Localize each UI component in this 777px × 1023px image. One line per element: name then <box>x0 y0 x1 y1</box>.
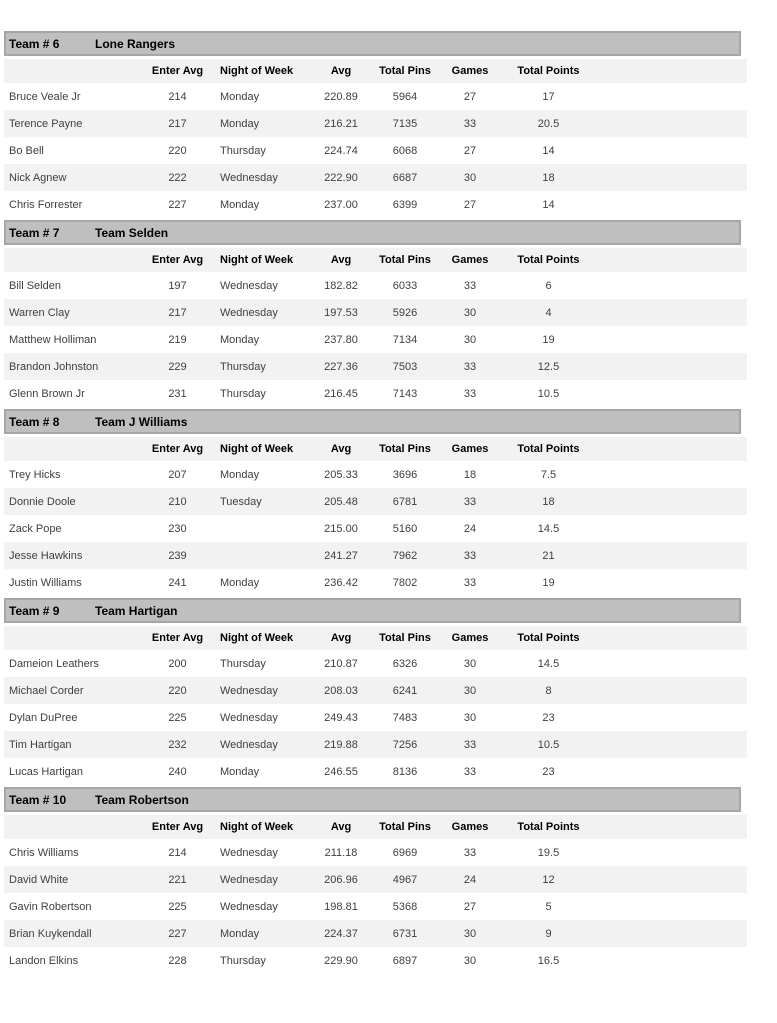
col-games: Games <box>451 821 489 833</box>
player-row <box>4 866 747 893</box>
player-total-pins: 6326 <box>392 657 418 670</box>
player-night: Wednesday <box>220 900 278 913</box>
player-total-pins: 6781 <box>392 495 418 508</box>
player-avg: 182.82 <box>324 279 358 292</box>
player-total-points: 16.5 <box>537 954 560 967</box>
player-games: 33 <box>463 117 477 130</box>
player-name: Bo Bell <box>9 144 44 157</box>
player-enter-avg: 214 <box>168 90 187 103</box>
player-row <box>4 542 747 569</box>
player-games: 30 <box>463 306 477 319</box>
player-name: Jesse Hawkins <box>9 549 83 562</box>
player-night: Thursday <box>220 954 266 967</box>
player-total-pins: 6068 <box>392 144 418 157</box>
team-section <box>4 409 777 596</box>
player-enter-avg: 220 <box>168 144 187 157</box>
player-row <box>4 326 747 353</box>
player-enter-avg: 225 <box>168 900 187 913</box>
player-games: 33 <box>463 495 477 508</box>
player-name: Bill Selden <box>9 279 61 292</box>
player-name: Landon Elkins <box>9 954 79 967</box>
player-games: 33 <box>463 846 477 859</box>
player-enter-avg: 230 <box>168 522 187 535</box>
player-total-pins: 7802 <box>392 576 418 589</box>
player-row <box>4 164 747 191</box>
player-avg: 236.42 <box>324 576 358 589</box>
player-total-pins: 5160 <box>392 522 418 535</box>
player-total-pins: 4967 <box>392 873 418 886</box>
player-total-pins: 6241 <box>392 684 418 697</box>
player-total-points: 19 <box>542 333 555 346</box>
player-total-pins: 3696 <box>392 468 418 481</box>
player-games: 33 <box>463 360 477 373</box>
player-total-points: 7.5 <box>540 468 557 481</box>
player-total-pins: 7483 <box>392 711 418 724</box>
player-total-pins: 7135 <box>392 117 418 130</box>
player-total-points: 6 <box>545 279 552 292</box>
player-avg: 205.33 <box>324 468 358 481</box>
player-total-pins: 7134 <box>392 333 418 346</box>
player-row <box>4 677 747 704</box>
player-enter-avg: 227 <box>168 927 187 940</box>
player-total-points: 18 <box>542 171 555 184</box>
team-name: Lone Rangers <box>95 36 176 51</box>
player-total-points: 9 <box>545 927 552 940</box>
player-total-pins: 5964 <box>392 90 418 103</box>
team-header-bar <box>4 787 741 812</box>
player-night: Monday <box>220 90 260 103</box>
player-enter-avg: 225 <box>168 711 187 724</box>
player-row <box>4 704 747 731</box>
player-row <box>4 110 747 137</box>
player-avg: 215.00 <box>324 522 358 535</box>
player-total-points: 4 <box>545 306 552 319</box>
player-name: Tim Hartigan <box>9 738 72 751</box>
player-enter-avg: 228 <box>168 954 187 967</box>
col-total-points: Total Points <box>517 254 580 266</box>
player-night: Wednesday <box>220 171 278 184</box>
player-enter-avg: 217 <box>168 306 187 319</box>
player-night: Wednesday <box>220 846 278 859</box>
team-name: Team Selden <box>95 225 169 240</box>
player-night: Monday <box>220 117 260 130</box>
column-header-row <box>4 59 747 83</box>
player-avg: 216.21 <box>324 117 358 130</box>
player-games: 33 <box>463 387 477 400</box>
player-avg: 249.43 <box>324 711 358 724</box>
player-avg: 224.37 <box>324 927 358 940</box>
player-name: Justin Williams <box>9 576 82 589</box>
player-row <box>4 83 747 110</box>
col-games: Games <box>451 443 489 455</box>
player-name: Nick Agnew <box>9 171 67 184</box>
player-enter-avg: 241 <box>168 576 187 589</box>
player-row <box>4 191 747 218</box>
player-night: Monday <box>220 198 260 211</box>
player-total-points: 19.5 <box>537 846 560 859</box>
player-avg: 237.80 <box>324 333 358 346</box>
player-games: 27 <box>463 900 477 913</box>
player-name: Lucas Hartigan <box>9 765 83 778</box>
player-row <box>4 839 747 866</box>
player-row <box>4 920 747 947</box>
team-number: Team # 7 <box>9 225 60 240</box>
player-avg: 246.55 <box>324 765 358 778</box>
player-enter-avg: 229 <box>168 360 187 373</box>
player-enter-avg: 227 <box>168 198 187 211</box>
player-enter-avg: 210 <box>168 495 187 508</box>
player-name: Matthew Holliman <box>9 333 97 346</box>
player-row <box>4 137 747 164</box>
player-name: Dylan DuPree <box>9 711 78 724</box>
player-night: Thursday <box>220 387 266 400</box>
col-total-pins: Total Pins <box>379 443 431 455</box>
player-total-points: 14.5 <box>537 522 560 535</box>
player-night: Monday <box>220 765 260 778</box>
player-night: Thursday <box>220 360 266 373</box>
col-total-points: Total Points <box>517 821 580 833</box>
player-row <box>4 353 747 380</box>
player-games: 33 <box>463 576 477 589</box>
player-games: 30 <box>463 684 477 697</box>
col-night-of-week: Night of Week <box>220 254 294 266</box>
player-total-pins: 6969 <box>392 846 418 859</box>
col-total-pins: Total Pins <box>379 254 431 266</box>
player-row <box>4 569 747 596</box>
col-total-pins: Total Pins <box>379 821 431 833</box>
player-total-pins: 7256 <box>392 738 418 751</box>
player-games: 27 <box>463 198 477 211</box>
player-night: Wednesday <box>220 738 278 751</box>
player-night: Monday <box>220 576 260 589</box>
player-games: 30 <box>463 927 477 940</box>
player-name: Trey Hicks <box>9 468 61 481</box>
col-games: Games <box>451 65 489 77</box>
player-row <box>4 461 747 488</box>
player-games: 30 <box>463 171 477 184</box>
player-total-pins: 7503 <box>392 360 418 373</box>
player-total-points: 18 <box>542 495 555 508</box>
player-enter-avg: 207 <box>168 468 187 481</box>
col-avg: Avg <box>330 443 352 455</box>
player-games: 24 <box>463 522 477 535</box>
player-avg: 219.88 <box>324 738 358 751</box>
player-games: 33 <box>463 765 477 778</box>
team-number: Team # 6 <box>9 36 60 51</box>
player-night: Thursday <box>220 657 266 670</box>
team-section <box>4 220 777 407</box>
player-total-pins: 6687 <box>392 171 418 184</box>
player-total-pins: 6731 <box>392 927 418 940</box>
col-enter-avg: Enter Avg <box>151 254 204 266</box>
team-header-bar <box>4 598 741 623</box>
player-enter-avg: 240 <box>168 765 187 778</box>
col-avg: Avg <box>330 254 352 266</box>
player-name: Warren Clay <box>9 306 70 319</box>
player-total-pins: 7143 <box>392 387 418 400</box>
player-row <box>4 299 747 326</box>
team-name: Team Robertson <box>95 792 189 807</box>
player-night: Thursday <box>220 144 266 157</box>
player-row <box>4 650 747 677</box>
player-total-pins: 5368 <box>392 900 418 913</box>
player-night: Monday <box>220 468 260 481</box>
player-avg: 241.27 <box>324 549 358 562</box>
player-enter-avg: 220 <box>168 684 187 697</box>
col-enter-avg: Enter Avg <box>151 821 204 833</box>
team-name: Team Hartigan <box>95 603 178 618</box>
player-total-points: 5 <box>545 900 552 913</box>
player-name: Bruce Veale Jr <box>9 90 81 103</box>
player-name: Glenn Brown Jr <box>9 387 85 400</box>
player-total-pins: 7962 <box>392 549 418 562</box>
player-total-points: 10.5 <box>537 387 560 400</box>
player-total-points: 19 <box>542 576 555 589</box>
player-games: 33 <box>463 279 477 292</box>
player-total-pins: 8136 <box>392 765 418 778</box>
player-total-pins: 6897 <box>392 954 418 967</box>
team-header-bar <box>4 31 741 56</box>
player-row <box>4 731 747 758</box>
player-games: 33 <box>463 738 477 751</box>
player-total-points: 23 <box>542 711 555 724</box>
col-night-of-week: Night of Week <box>220 65 294 77</box>
player-enter-avg: 232 <box>168 738 187 751</box>
team-section <box>4 598 777 785</box>
column-header-row <box>4 815 747 839</box>
player-name: Chris Williams <box>9 846 79 859</box>
player-row <box>4 893 747 920</box>
player-row <box>4 515 747 542</box>
player-avg: 229.90 <box>324 954 358 967</box>
player-night: Wednesday <box>220 711 278 724</box>
player-row <box>4 947 747 974</box>
team-name: Team J Williams <box>95 414 188 429</box>
player-avg: 216.45 <box>324 387 358 400</box>
col-total-pins: Total Pins <box>379 65 431 77</box>
player-avg: 222.90 <box>324 171 358 184</box>
player-night: Wednesday <box>220 279 278 292</box>
player-total-points: 14 <box>542 198 555 211</box>
player-row <box>4 488 747 515</box>
player-enter-avg: 221 <box>168 873 187 886</box>
column-header-row <box>4 437 747 461</box>
player-games: 30 <box>463 657 477 670</box>
player-avg: 208.03 <box>324 684 358 697</box>
player-enter-avg: 239 <box>168 549 187 562</box>
player-total-pins: 5926 <box>392 306 418 319</box>
col-avg: Avg <box>330 632 352 644</box>
player-name: Michael Corder <box>9 684 84 697</box>
team-number: Team # 8 <box>9 414 60 429</box>
player-night: Monday <box>220 927 260 940</box>
player-name: Dameion Leathers <box>9 657 99 670</box>
player-avg: 197.53 <box>324 306 358 319</box>
col-total-points: Total Points <box>517 443 580 455</box>
player-row <box>4 380 747 407</box>
player-enter-avg: 222 <box>168 171 187 184</box>
player-games: 27 <box>463 144 477 157</box>
player-games: 30 <box>463 954 477 967</box>
player-games: 24 <box>463 873 477 886</box>
player-enter-avg: 217 <box>168 117 187 130</box>
col-enter-avg: Enter Avg <box>151 632 204 644</box>
player-enter-avg: 231 <box>168 387 187 400</box>
player-avg: 210.87 <box>324 657 358 670</box>
player-name: Donnie Doole <box>9 495 76 508</box>
player-total-points: 12 <box>542 873 555 886</box>
player-games: 33 <box>463 549 477 562</box>
player-enter-avg: 214 <box>168 846 187 859</box>
column-header-row <box>4 248 747 272</box>
player-row <box>4 758 747 785</box>
player-total-pins: 6033 <box>392 279 418 292</box>
player-name: Terence Payne <box>9 117 83 130</box>
player-row <box>4 272 747 299</box>
player-total-points: 21 <box>542 549 555 562</box>
team-header-bar <box>4 220 741 245</box>
player-name: Brian Kuykendall <box>9 927 92 940</box>
player-night: Wednesday <box>220 684 278 697</box>
player-enter-avg: 219 <box>168 333 187 346</box>
player-total-points: 14.5 <box>537 657 560 670</box>
player-night: Wednesday <box>220 306 278 319</box>
col-total-points: Total Points <box>517 65 580 77</box>
player-name: Brandon Johnston <box>9 360 99 373</box>
player-avg: 205.48 <box>324 495 358 508</box>
player-avg: 206.96 <box>324 873 358 886</box>
player-name: Chris Forrester <box>9 198 83 211</box>
team-section <box>4 787 777 974</box>
player-total-points: 17 <box>542 90 555 103</box>
player-total-points: 10.5 <box>537 738 560 751</box>
player-night: Tuesday <box>220 495 262 508</box>
col-night-of-week: Night of Week <box>220 632 294 644</box>
player-games: 30 <box>463 333 477 346</box>
player-games: 30 <box>463 711 477 724</box>
team-number: Team # 9 <box>9 603 60 618</box>
team-number: Team # 10 <box>9 792 67 807</box>
player-avg: 224.74 <box>324 144 358 157</box>
player-avg: 237.00 <box>324 198 358 211</box>
player-name: Gavin Robertson <box>9 900 92 913</box>
player-avg: 211.18 <box>324 846 358 859</box>
col-games: Games <box>451 254 489 266</box>
player-name: David White <box>9 873 69 886</box>
player-name: Zack Pope <box>9 522 62 535</box>
player-avg: 227.36 <box>324 360 358 373</box>
column-header-row <box>4 626 747 650</box>
player-games: 27 <box>463 90 477 103</box>
player-total-points: 14 <box>542 144 555 157</box>
col-enter-avg: Enter Avg <box>151 65 204 77</box>
player-total-points: 20.5 <box>537 117 560 130</box>
player-games: 18 <box>463 468 477 481</box>
col-night-of-week: Night of Week <box>220 821 294 833</box>
player-enter-avg: 197 <box>168 279 187 292</box>
player-total-points: 12.5 <box>537 360 560 373</box>
col-total-points: Total Points <box>517 632 580 644</box>
team-header-bar <box>4 409 741 434</box>
col-enter-avg: Enter Avg <box>151 443 204 455</box>
player-avg: 220.89 <box>324 90 358 103</box>
player-total-points: 23 <box>542 765 555 778</box>
player-enter-avg: 200 <box>168 657 187 670</box>
player-total-points: 8 <box>545 684 552 697</box>
col-avg: Avg <box>330 821 352 833</box>
col-night-of-week: Night of Week <box>220 443 294 455</box>
player-total-pins: 6399 <box>392 198 418 211</box>
player-night: Wednesday <box>220 873 278 886</box>
player-avg: 198.81 <box>324 900 358 913</box>
player-night: Monday <box>220 333 260 346</box>
col-avg: Avg <box>330 65 352 77</box>
col-total-pins: Total Pins <box>379 632 431 644</box>
team-section <box>4 31 777 218</box>
col-games: Games <box>451 632 489 644</box>
